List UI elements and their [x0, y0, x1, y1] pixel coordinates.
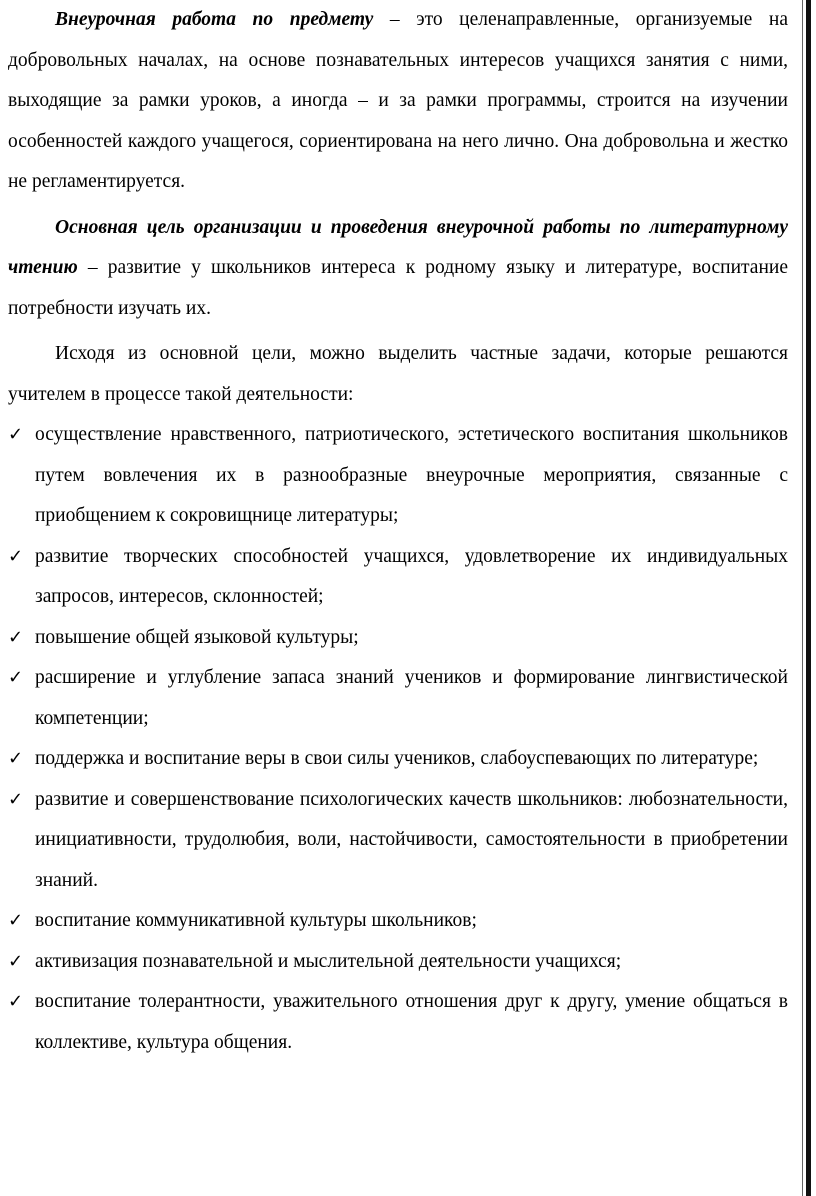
task-text: развитие творческих способностей учащихся, удовлетворение их индивидуальных запросов, интересов, склонностей;	[35, 545, 788, 607]
task-item	[8, 901, 788, 942]
task-item	[8, 658, 788, 739]
task-list	[8, 415, 788, 1063]
task-item	[8, 537, 788, 618]
checkmark-icon: ✓	[8, 626, 24, 648]
checkmark-icon: ✓	[8, 545, 24, 567]
task-text: расширение и углубление запаса знаний учеников и формирование лингвистической компетенции;	[35, 667, 788, 729]
task-text: осуществление нравственного, патриотического, эстетического воспитания школьников путем вовлечения их в разнообразные внеурочные мероприятия, связанные с приобщением к сокровищнице литературы;	[35, 424, 788, 526]
definition-term: Внеурочная работа по предмету	[55, 9, 374, 30]
document-page	[8, 0, 788, 1063]
task-item	[8, 780, 788, 902]
task-item	[8, 982, 788, 1063]
task-text: поддержка и воспитание веры в свои силы учеников, слабоуспевающих по литературе;	[35, 748, 759, 769]
task-text: развитие и совершенствование психологических качеств школьников: любознательности, инициативности, трудолюбия, воли, настойчивости, самостоятельности в приобретении знаний.	[35, 788, 788, 891]
task-text: воспитание толерантности, уважительного отношения друг к другу, умение общаться в коллективе, культура общения.	[35, 991, 788, 1053]
checkmark-icon: ✓	[8, 424, 24, 445]
checkmark-icon: ✓	[8, 991, 24, 1012]
paragraph-goal	[8, 208, 788, 330]
task-item	[8, 618, 788, 659]
task-text: повышение общей языковой культуры;	[35, 626, 359, 648]
checkmark-icon: ✓	[8, 910, 24, 931]
checkmark-icon: ✓	[8, 950, 24, 972]
checkmark-icon: ✓	[8, 788, 24, 810]
checkmark-icon: ✓	[8, 667, 24, 688]
checkmark-icon: ✓	[8, 748, 24, 769]
page-border-inner	[802, 0, 803, 1196]
task-text: активизация познавательной и мыслительной деятельности учащихся;	[35, 950, 622, 972]
definition-text: – это целенаправленные, организуемые на добровольных началах, на основе познавательных интересов учащихся занятия с ними, выходящие за рамки уроков, а иногда – и за рамки программы, строится на изучении особенностей каждого учащегося, сориентирована на него лично. Она добровольна и жестко не регламентируется.	[8, 9, 788, 192]
goal-term: Основная цель организации и проведения внеурочной работы по литературному чтению	[8, 216, 788, 278]
task-item	[8, 739, 788, 780]
task-text: воспитание коммуникативной культуры школьников;	[35, 910, 477, 931]
paragraph-definition	[8, 0, 788, 203]
task-item	[8, 415, 788, 537]
task-item	[8, 942, 788, 983]
paragraph-intro-tasks: Исходя из основной цели, можно выделить частные задачи, которые решаются учителем в процессе такой деятельности:	[8, 343, 788, 405]
page-border-right	[806, 0, 811, 1196]
goal-text: – развитие у школьников интереса к родному языку и литературе, воспитание потребности изучать их.	[8, 257, 788, 319]
